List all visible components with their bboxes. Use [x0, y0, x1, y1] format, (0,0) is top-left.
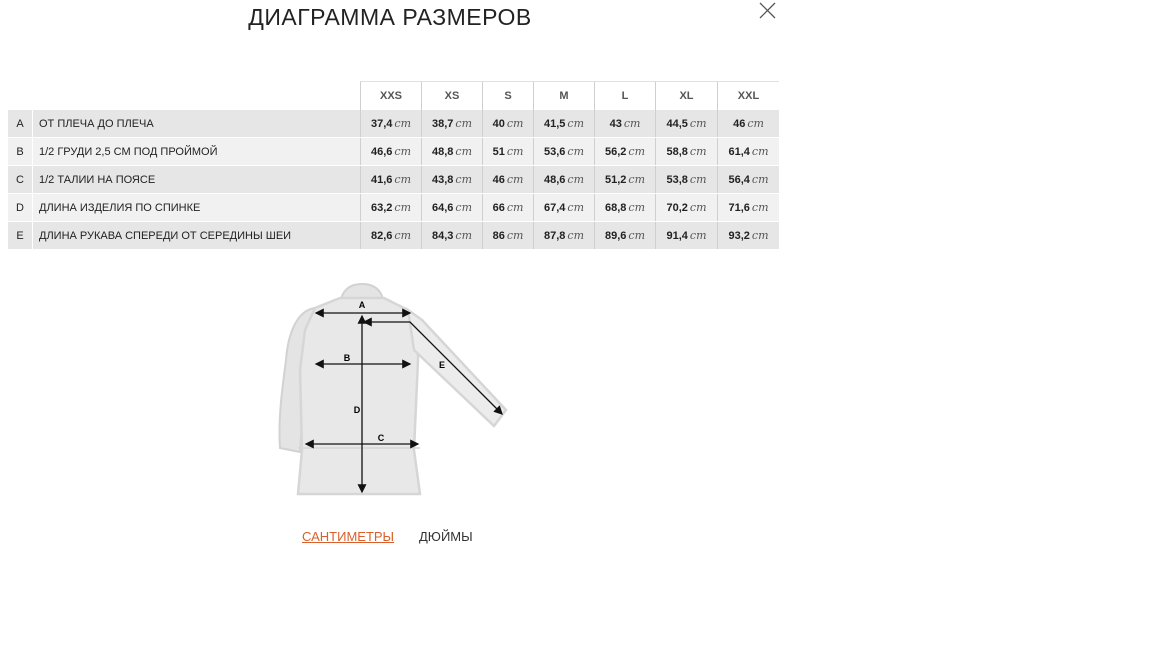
size-header: L	[595, 82, 656, 110]
size-header: M	[534, 82, 595, 110]
size-value: 38,7 cm	[422, 110, 483, 138]
garment-diagram	[270, 280, 520, 505]
size-value: 67,4 cm	[534, 194, 595, 222]
size-value: 41,5 cm	[534, 110, 595, 138]
size-value: 51 cm	[483, 138, 534, 166]
close-icon	[756, 0, 780, 22]
size-value: 64,6 cm	[422, 194, 483, 222]
jacket-illustration	[270, 280, 520, 505]
close-button[interactable]	[756, 0, 780, 22]
table-row	[8, 138, 779, 166]
row-label: 1/2 ГРУДИ 2,5 СМ ПОД ПРОЙМОЙ	[33, 138, 361, 166]
page-title: ДИАГРАММА РАЗМЕРОВ	[248, 4, 532, 30]
size-value: 82,6 cm	[361, 222, 422, 250]
row-letter: E	[8, 222, 33, 250]
size-value: 68,8 cm	[595, 194, 656, 222]
size-value: 46 cm	[483, 166, 534, 194]
size-value: 89,6 cm	[595, 222, 656, 250]
size-value: 56,2 cm	[595, 138, 656, 166]
size-header-row	[8, 82, 779, 110]
size-value: 63,2 cm	[361, 194, 422, 222]
size-value: 86 cm	[483, 222, 534, 250]
size-value: 61,4 cm	[718, 138, 780, 166]
size-value: 44,5 cm	[656, 110, 718, 138]
size-value: 58,8 cm	[656, 138, 718, 166]
size-value: 91,4 cm	[656, 222, 718, 250]
label-d: D	[353, 405, 361, 415]
row-letter: C	[8, 166, 33, 194]
size-value: 66 cm	[483, 194, 534, 222]
row-label: 1/2 ТАЛИИ НА ПОЯСЕ	[33, 166, 361, 194]
size-value: 46,6 cm	[361, 138, 422, 166]
size-value: 53,6 cm	[534, 138, 595, 166]
size-value: 43 cm	[595, 110, 656, 138]
size-value: 43,8 cm	[422, 166, 483, 194]
table-row	[8, 222, 779, 250]
size-value: 41,6 cm	[361, 166, 422, 194]
size-value: 56,4 cm	[718, 166, 780, 194]
table-row	[8, 110, 779, 138]
size-value: 93,2 cm	[718, 222, 780, 250]
right-sleeve-shape	[408, 310, 506, 426]
size-header: XXS	[361, 82, 422, 110]
size-value: 71,6 cm	[718, 194, 780, 222]
size-value: 87,8 cm	[534, 222, 595, 250]
row-label: ДЛИНА РУКАВА СПЕРЕДИ ОТ СЕРЕДИНЫ ШЕИ	[33, 222, 361, 250]
label-b: B	[343, 353, 351, 363]
label-a: A	[358, 300, 366, 310]
size-header: XL	[656, 82, 718, 110]
size-value: 53,8 cm	[656, 166, 718, 194]
size-table	[8, 81, 779, 250]
label-e: E	[438, 360, 446, 370]
size-header: S	[483, 82, 534, 110]
label-c: C	[377, 433, 385, 443]
size-value: 51,2 cm	[595, 166, 656, 194]
row-letter: A	[8, 110, 33, 138]
size-value: 40 cm	[483, 110, 534, 138]
size-value: 37,4 cm	[361, 110, 422, 138]
table-row	[8, 194, 779, 222]
unit-inches-toggle[interactable]: ДЮЙМЫ	[419, 529, 473, 544]
row-letter: B	[8, 138, 33, 166]
size-header: XXL	[718, 82, 780, 110]
table-row	[8, 166, 779, 194]
size-header: XS	[422, 82, 483, 110]
size-value: 46 cm	[718, 110, 780, 138]
unit-centimeters-toggle[interactable]: САНТИМЕТРЫ	[302, 529, 395, 544]
size-value: 48,6 cm	[534, 166, 595, 194]
body-shape	[298, 298, 420, 494]
size-value: 84,3 cm	[422, 222, 483, 250]
size-value: 48,8 cm	[422, 138, 483, 166]
size-value: 70,2 cm	[656, 194, 718, 222]
header-spacer	[8, 82, 361, 110]
row-letter: D	[8, 194, 33, 222]
row-label: ДЛИНА ИЗДЕЛИЯ ПО СПИНКЕ	[33, 194, 361, 222]
row-label: ОТ ПЛЕЧА ДО ПЛЕЧА	[33, 110, 361, 138]
